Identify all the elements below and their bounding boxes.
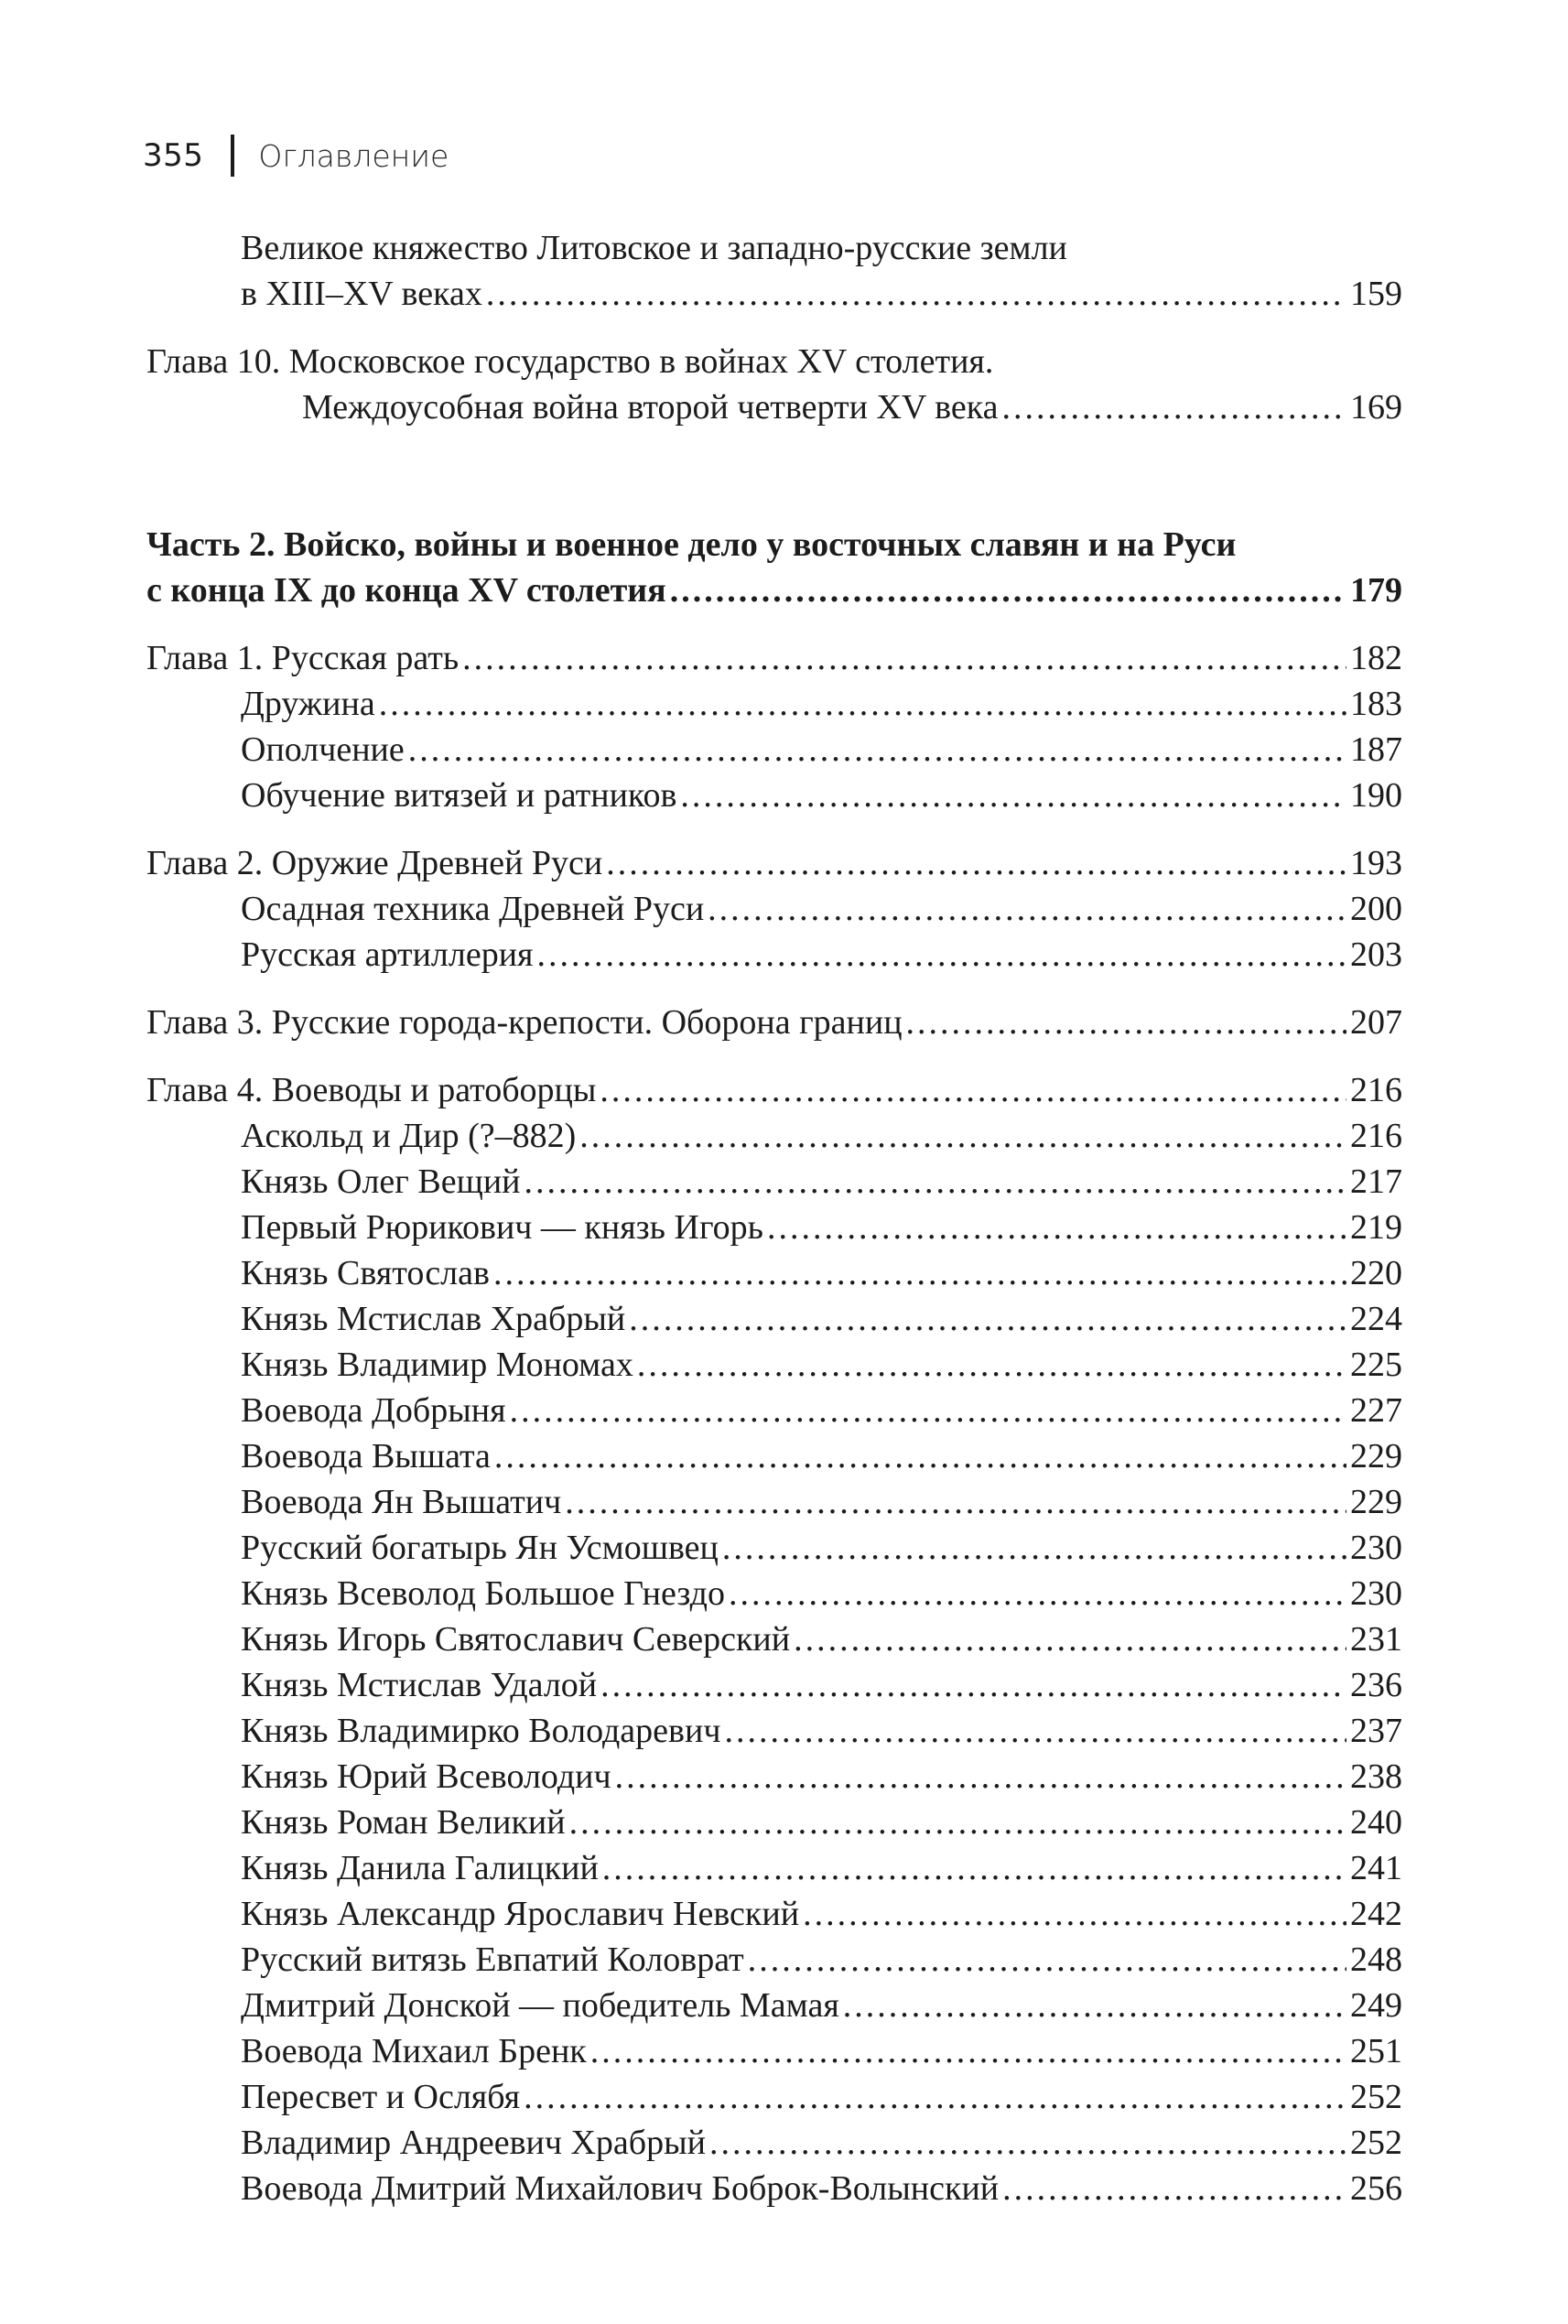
toc-entry-page: 183 [1350,685,1402,723]
dot-leader [462,635,1346,681]
toc-entry [146,1525,1402,1571]
toc-entry [146,1662,1402,1708]
dot-leader [602,1845,1346,1891]
chapter-entry [146,635,1402,681]
part-title: Часть 2. Войско, войны и военное дело у восточных славян и на Руси [146,525,1237,564]
header-divider [231,135,234,177]
toc-entry [146,681,1402,727]
running-title: Оглавление [258,137,449,174]
toc-entry [146,773,1402,818]
toc-entry-title: Князь Всеволод Большое Гнездо [241,1574,725,1613]
toc-entry-title: Первый Рюрикович — князь Игорь [241,1208,763,1247]
toc-entry-title: Князь Олег Вещий [241,1162,521,1201]
toc-entry-page: 252 [1350,2078,1402,2116]
toc-entry-page: 241 [1350,1849,1402,1887]
dot-leader [748,1937,1346,1983]
dot-leader [524,2074,1346,2120]
dot-leader [1001,384,1346,430]
toc-entry-page: 187 [1350,730,1402,769]
dot-leader [670,567,1346,613]
dot-leader [680,773,1346,818]
toc-entry-title: Воевода Ян Вышатич [241,1483,562,1521]
chapter-page: 216 [1350,1071,1402,1109]
toc-entry-text [146,225,1402,271]
toc-entry-title: Воевода Михаил Бренк [241,2032,587,2070]
toc-entry-page: 249 [1350,1986,1402,2025]
toc-entry-page: 237 [1350,1712,1402,1750]
toc-entry-page: 230 [1350,1574,1402,1613]
dot-leader [794,1616,1346,1662]
toc-entry [146,2166,1402,2211]
chapter-entry [146,384,1402,430]
dot-leader [486,271,1346,317]
toc-entry [146,1296,1402,1342]
toc-entry [146,1708,1402,1754]
dot-leader [843,1983,1346,2028]
chapter-entry [146,1000,1402,1045]
toc-entry [146,1754,1402,1800]
chapter-4-sections [146,1113,1402,2211]
toc-entry [146,1571,1402,1616]
toc-entry-title: Воевода Вышата [241,1437,491,1475]
chapter-1-sections [146,681,1402,818]
dot-leader [579,1113,1346,1159]
toc-entry [146,271,1402,317]
toc-entry-page: 251 [1350,2032,1402,2070]
chapter-page: 207 [1350,1003,1402,1042]
dot-leader [724,1708,1346,1754]
chapter-title-continued: Междоусобная война второй четверти XV века [302,388,999,427]
dot-leader [524,1159,1346,1205]
toc-entry-title: Русский богатырь Ян Усмошвец [241,1529,719,1567]
toc-entry [146,932,1402,978]
toc-entry-title: Князь Александр Ярославич Невский [241,1895,800,1933]
dot-leader [729,1571,1346,1616]
toc-entry [146,1113,1402,1159]
toc-entry [146,1342,1402,1388]
chapter-entry [146,840,1402,886]
dot-leader [767,1205,1346,1250]
toc-entry-title: Ополчение [241,730,405,769]
dot-leader [606,840,1346,886]
toc-entry-page: 231 [1350,1620,1402,1659]
chapter-page: 193 [1350,844,1402,882]
toc-entry-page: 248 [1350,1940,1402,1979]
toc-entry-title: Владимир Андреевич Храбрый [241,2124,706,2162]
chapter-heading [146,339,1402,384]
toc-entry-page: 217 [1350,1162,1402,1201]
dot-leader [408,727,1346,773]
toc-entry-page: 216 [1350,1117,1402,1155]
toc-entry [146,1937,1402,1983]
dot-leader [565,1479,1346,1525]
toc-entry-page: 200 [1350,890,1402,928]
toc-entry [146,2028,1402,2074]
toc-entry [146,1983,1402,2028]
toc-entry-page: 220 [1350,1254,1402,1292]
part-heading [146,522,1402,567]
toc-entry-title: Князь Мстислав Удалой [241,1666,598,1704]
toc-entry-page: 236 [1350,1666,1402,1704]
chapter-entry [146,1067,1402,1113]
chapter-title: Глава 10. Московское государство в войнах XV столетия. [146,342,994,381]
dot-leader [537,932,1346,978]
toc-entry-title: в XIII–XV веках [241,275,482,313]
chapter-title: Глава 2. Оружие Древней Руси [146,844,603,882]
toc-entry-title: Воевода Добрыня [241,1391,506,1430]
toc-entry-page: 256 [1350,2169,1402,2208]
toc-entry-page: 229 [1350,1437,1402,1475]
toc-entry-page: 227 [1350,1391,1402,1430]
toc-entry [146,1159,1402,1205]
toc-entry-page: 219 [1350,1208,1402,1247]
part-title-continued: с конца IX до конца XV столетия [146,571,666,610]
toc-entry-title: Русский витязь Евпатий Коловрат [241,1940,744,1979]
dot-leader [629,1296,1346,1342]
toc-entry-page: 229 [1350,1483,1402,1521]
toc-entry [146,1616,1402,1662]
toc-entry-title: Князь Владимир Мономах [241,1346,633,1384]
toc-entry-title: Пересвет и Ослябя [241,2078,521,2116]
toc-entry [146,1800,1402,1845]
toc-entry [146,1479,1402,1525]
toc-entry-page: 203 [1350,935,1402,974]
dot-leader [493,1250,1346,1296]
dot-leader [494,1433,1346,1479]
toc-entry-title: Обучение витязей и ратников [241,776,677,815]
toc-entry-page: 238 [1350,1757,1402,1796]
toc-entry-title: Князь Данила Галицкий [241,1849,599,1887]
part-entry [146,567,1402,613]
toc-entry-title: Дмитрий Донской — победитель Мамая [241,1986,839,2025]
chapter-2-sections [146,886,1402,978]
dot-leader [569,1800,1346,1845]
toc-entry-title: Осадная техника Древней Руси [241,890,705,928]
toc-entry-page: 242 [1350,1895,1402,1933]
dot-leader [709,2120,1346,2166]
dot-leader [1002,2166,1346,2211]
toc-entry-page: 224 [1350,1300,1402,1338]
chapter-page: 169 [1350,388,1402,427]
toc-entry-page: 190 [1350,776,1402,815]
dot-leader [615,1754,1346,1800]
toc-entry [146,2120,1402,2166]
toc-entry [146,1250,1402,1296]
toc-entry-page: 230 [1350,1529,1402,1567]
dot-leader [379,681,1346,727]
toc-entry-title: Великое княжество Литовское и западно-русские земли [241,229,1067,267]
dot-leader [803,1891,1346,1937]
toc-entry-title: Аскольд и Дир (?–882) [241,1117,577,1155]
toc-entry-title: Князь Владимирко Володаревич [241,1712,721,1750]
chapter-title: Глава 1. Русская рать [146,639,460,677]
table-of-contents [146,225,1402,2211]
chapter-title: Глава 3. Русские города-крепости. Оборона границ [146,1003,903,1042]
dot-leader [906,1000,1346,1045]
toc-entry-title: Дружина [241,685,375,723]
toc-entry-page: 252 [1350,2124,1402,2162]
toc-entry-title: Русская артиллерия [241,935,534,974]
toc-entry [146,1433,1402,1479]
dot-leader [590,2028,1346,2074]
dot-leader [708,886,1346,932]
toc-entry-page: 240 [1350,1803,1402,1842]
toc-entry [146,727,1402,773]
toc-entry-title: Воевода Дмитрий Михайлович Боброк-Волынский [241,2169,1000,2208]
chapter-page: 182 [1350,639,1402,677]
toc-entry-title: Князь Юрий Всеволодич [241,1757,611,1796]
toc-entry [146,2074,1402,2120]
chapter-title: Глава 4. Воеводы и ратоборцы [146,1071,597,1109]
toc-entry [146,1845,1402,1891]
toc-entry-page: 225 [1350,1346,1402,1384]
dot-leader [600,1067,1346,1113]
dot-leader [722,1525,1346,1571]
toc-entry-title: Князь Роман Великий [241,1803,566,1842]
toc-entry [146,1205,1402,1250]
toc-entry-title: Князь Игорь Святославич Северский [241,1620,791,1659]
toc-entry [146,886,1402,932]
toc-entry [146,1891,1402,1937]
running-header [143,130,449,181]
toc-entry-title: Князь Мстислав Храбрый [241,1300,626,1338]
toc-entry-title: Князь Святослав [241,1254,490,1292]
toc-entry-page: 159 [1350,275,1402,313]
toc-entry [146,1388,1402,1433]
dot-leader [510,1388,1346,1433]
dot-leader [600,1662,1346,1708]
dot-leader [637,1342,1346,1388]
part-page: 179 [1350,571,1402,610]
page-number: 355 [143,137,204,174]
